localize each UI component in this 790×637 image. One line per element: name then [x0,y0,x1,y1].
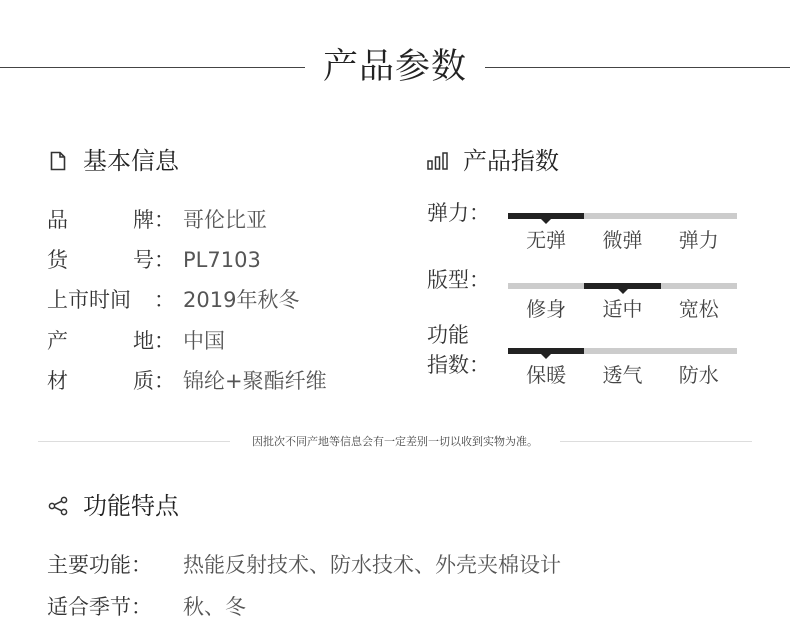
index-bar-marker [618,289,628,294]
basic-row-material [47,367,327,395]
disclaimer-note: 因批次不同产地等信息会有一定差别一切以收到实物为准。 [252,435,538,448]
feature-label: 主要功能： [47,553,152,577]
colon: ： [154,329,175,353]
index-option: 适中 [602,297,643,321]
index-label-line: 功能 [427,323,469,347]
basic-label: 货 [47,248,68,272]
basic-value: 哥伦比亚 [183,208,267,232]
basic-label: 号 [133,248,154,272]
index-label-function [427,321,490,379]
index-bar-elasticity [508,213,737,219]
share-icon [47,495,69,517]
colon: ： [154,369,175,393]
index-option: 弹力 [678,228,719,252]
feature-label: 适合季节： [47,595,152,619]
note-line-right [560,441,752,442]
header-line-right [485,67,790,68]
colon: ： [154,208,175,232]
basic-label: 地 [133,329,154,353]
index-label-fit: 版型： [427,268,490,292]
index-option: 微弹 [602,228,643,252]
index-options-fit [508,296,737,322]
basic-value: PL7103 [183,248,261,272]
index-options-function [508,362,737,388]
bar-chart-icon [427,150,449,172]
index-label-line: 指数： [427,353,490,377]
product-index-heading [427,146,559,176]
basic-row-launch [47,286,299,314]
index-options-elasticity [508,227,737,253]
index-option: 宽松 [678,297,719,321]
page-title: 产品参数 [322,47,467,87]
document-icon [47,150,69,172]
basic-label: 产 [47,329,68,353]
feature-value: 秋、冬 [183,595,246,619]
features-heading-label: 功能特点 [83,492,179,520]
basic-info-heading-label: 基本信息 [83,147,179,175]
index-bar-function [508,348,737,354]
index-option: 修身 [526,297,567,321]
features-heading [47,491,179,521]
header-line-left [0,67,305,68]
basic-label: 品 [47,208,68,232]
basic-label: 材 [47,369,68,393]
basic-row-origin [47,327,225,355]
product-index-heading-label: 产品指数 [463,147,559,175]
feature-row-season [47,593,246,621]
index-bar-marker [541,219,551,224]
basic-row-brand [47,206,267,234]
basic-info-heading [47,146,179,176]
basic-value: 中国 [183,329,225,353]
basic-label: 牌 [133,208,154,232]
index-bar-marker [541,354,551,359]
basic-label: 上市时间 [47,288,131,312]
index-option: 防水 [678,363,719,387]
colon: ： [154,288,175,312]
note-line-left [38,441,230,442]
basic-label: 质 [133,369,154,393]
index-option: 保暖 [526,363,567,387]
index-bar-fit [508,283,737,289]
feature-row-main [47,551,561,579]
index-label-elasticity: 弹力： [427,201,490,225]
basic-row-sku [47,246,261,274]
index-option: 透气 [602,363,643,387]
index-option: 无弹 [526,228,567,252]
basic-value: 2019年秋冬 [183,288,300,312]
feature-value: 热能反射技术、防水技术、外壳夹棉设计 [183,553,561,577]
colon: ： [154,248,175,272]
basic-value: 锦纶+聚酯纤维 [183,369,327,393]
